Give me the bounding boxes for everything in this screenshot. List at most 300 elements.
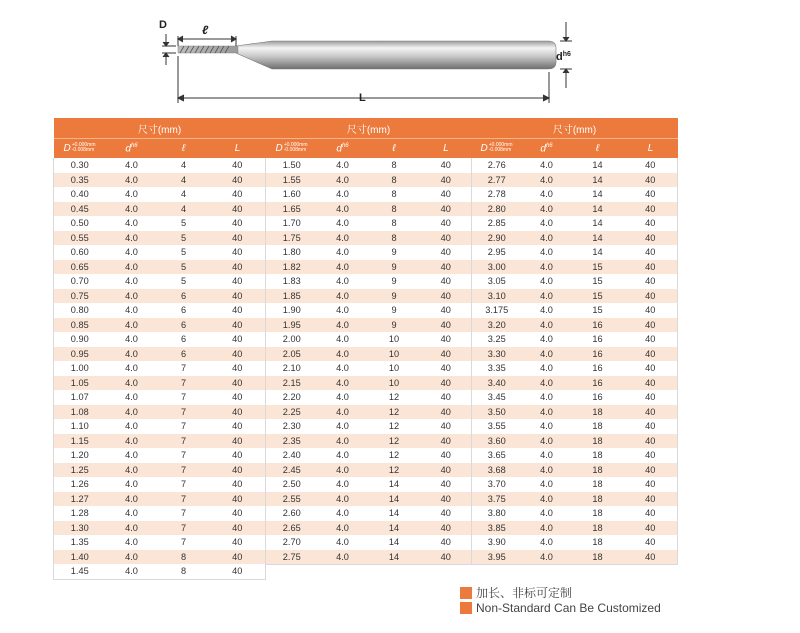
table-row bbox=[54, 564, 266, 579]
cell-l: 18 bbox=[572, 521, 624, 536]
cell-L: 40 bbox=[624, 231, 678, 246]
cell-l: 18 bbox=[572, 477, 624, 492]
table-row bbox=[472, 245, 678, 260]
cell-L: 40 bbox=[421, 448, 472, 463]
cell-L: 40 bbox=[421, 202, 472, 217]
cell-D: 3.90 bbox=[472, 535, 522, 550]
table-row bbox=[54, 506, 266, 521]
cell-L: 40 bbox=[210, 477, 266, 492]
table-row bbox=[54, 550, 266, 565]
table-row bbox=[266, 361, 472, 376]
cell-d: 4.0 bbox=[318, 289, 368, 304]
table-row bbox=[266, 477, 472, 492]
cell-d: 4.0 bbox=[318, 405, 368, 420]
cell-d: 4.0 bbox=[106, 405, 158, 420]
cell-L: 40 bbox=[210, 390, 266, 405]
cell-l: 7 bbox=[158, 448, 210, 463]
cell-L: 40 bbox=[624, 492, 678, 507]
cell-D: 2.30 bbox=[266, 419, 318, 434]
cell-L: 40 bbox=[624, 332, 678, 347]
cell-l: 4 bbox=[158, 202, 210, 217]
cell-d: 4.0 bbox=[318, 274, 368, 289]
cell-D: 0.85 bbox=[54, 318, 106, 333]
cell-d: 4.0 bbox=[106, 289, 158, 304]
cell-d: 4.0 bbox=[106, 376, 158, 391]
cell-l: 10 bbox=[368, 376, 421, 391]
cell-L: 40 bbox=[421, 390, 472, 405]
cell-l: 14 bbox=[368, 477, 421, 492]
cell-l: 14 bbox=[368, 492, 421, 507]
cell-L: 40 bbox=[624, 434, 678, 449]
cell-l: 14 bbox=[572, 202, 624, 217]
cell-l: 14 bbox=[368, 550, 421, 565]
cell-L: 40 bbox=[421, 318, 472, 333]
cell-l: 12 bbox=[368, 463, 421, 478]
table-row bbox=[472, 448, 678, 463]
cell-l: 9 bbox=[368, 274, 421, 289]
cell-d: 4.0 bbox=[106, 550, 158, 565]
table-row bbox=[266, 492, 472, 507]
cell-d: 4.0 bbox=[522, 506, 572, 521]
label-D: D bbox=[159, 19, 167, 31]
table-row bbox=[54, 187, 266, 202]
col-header-D: D+0.000mm -0.008mm bbox=[54, 139, 106, 159]
cell-L: 40 bbox=[210, 521, 266, 536]
cell-L: 40 bbox=[210, 492, 266, 507]
col-header-l: ℓ bbox=[368, 139, 421, 159]
cell-D: 1.83 bbox=[266, 274, 318, 289]
cell-l: 12 bbox=[368, 405, 421, 420]
cell-d: 4.0 bbox=[522, 361, 572, 376]
cell-L: 40 bbox=[210, 463, 266, 478]
table-row bbox=[266, 550, 472, 565]
cell-l: 5 bbox=[158, 245, 210, 260]
table-row bbox=[266, 376, 472, 391]
col-header-D: D+0.000mm -0.008mm bbox=[472, 139, 522, 159]
table-row bbox=[472, 361, 678, 376]
dimension-l bbox=[178, 36, 236, 46]
table-row bbox=[472, 506, 678, 521]
cell-D: 3.35 bbox=[472, 361, 522, 376]
table-row bbox=[54, 477, 266, 492]
table-row bbox=[266, 535, 472, 550]
cell-l: 9 bbox=[368, 260, 421, 275]
cell-L: 40 bbox=[421, 260, 472, 275]
cell-d: 4.0 bbox=[522, 390, 572, 405]
cell-l: 16 bbox=[572, 332, 624, 347]
cell-D: 2.70 bbox=[266, 535, 318, 550]
cell-d: 4.0 bbox=[522, 535, 572, 550]
cell-D: 3.175 bbox=[472, 303, 522, 318]
cell-l: 14 bbox=[572, 245, 624, 260]
table-row bbox=[472, 347, 678, 362]
cell-l: 4 bbox=[158, 158, 210, 173]
cell-d: 4.0 bbox=[106, 173, 158, 188]
cell-L: 40 bbox=[210, 550, 266, 565]
cell-L: 40 bbox=[210, 202, 266, 217]
cell-D: 3.80 bbox=[472, 506, 522, 521]
cell-d: 4.0 bbox=[522, 521, 572, 536]
cell-d: 4.0 bbox=[522, 332, 572, 347]
cell-l: 15 bbox=[572, 274, 624, 289]
cell-l: 8 bbox=[368, 187, 421, 202]
cell-d: 4.0 bbox=[522, 550, 572, 565]
cell-d: 4.0 bbox=[106, 260, 158, 275]
cell-D: 3.70 bbox=[472, 477, 522, 492]
cell-L: 40 bbox=[624, 376, 678, 391]
cell-l: 14 bbox=[572, 158, 624, 173]
cell-L: 40 bbox=[210, 361, 266, 376]
cell-D: 0.95 bbox=[54, 347, 106, 362]
cell-l: 9 bbox=[368, 245, 421, 260]
table-row bbox=[472, 376, 678, 391]
table-row bbox=[54, 521, 266, 536]
cell-l: 14 bbox=[368, 535, 421, 550]
cell-d: 4.0 bbox=[106, 564, 158, 579]
cell-L: 40 bbox=[624, 158, 678, 173]
cell-D: 3.25 bbox=[472, 332, 522, 347]
table-row bbox=[54, 158, 266, 173]
cell-d: 4.0 bbox=[106, 303, 158, 318]
cell-d: 4.0 bbox=[318, 260, 368, 275]
cell-l: 14 bbox=[368, 521, 421, 536]
table-row bbox=[54, 434, 266, 449]
table-row bbox=[266, 274, 472, 289]
cell-l: 18 bbox=[572, 535, 624, 550]
cell-D: 1.95 bbox=[266, 318, 318, 333]
cell-D: 0.80 bbox=[54, 303, 106, 318]
table-row bbox=[54, 216, 266, 231]
table-row bbox=[472, 477, 678, 492]
cell-D: 0.65 bbox=[54, 260, 106, 275]
table-row bbox=[472, 173, 678, 188]
cell-L: 40 bbox=[421, 477, 472, 492]
cell-D: 1.65 bbox=[266, 202, 318, 217]
cell-d: 4.0 bbox=[318, 332, 368, 347]
cell-D: 2.95 bbox=[472, 245, 522, 260]
cell-d: 4.0 bbox=[318, 245, 368, 260]
table-row bbox=[54, 245, 266, 260]
cell-l: 7 bbox=[158, 521, 210, 536]
cell-L: 40 bbox=[624, 535, 678, 550]
cell-L: 40 bbox=[210, 245, 266, 260]
cell-D: 2.76 bbox=[472, 158, 522, 173]
cell-d: 4.0 bbox=[318, 216, 368, 231]
table-row bbox=[266, 202, 472, 217]
table-row bbox=[54, 405, 266, 420]
cell-d: 4.0 bbox=[106, 274, 158, 289]
cell-d: 4.0 bbox=[522, 289, 572, 304]
cell-l: 7 bbox=[158, 535, 210, 550]
cell-L: 40 bbox=[624, 390, 678, 405]
cell-d: 4.0 bbox=[318, 492, 368, 507]
table-row bbox=[54, 376, 266, 391]
cell-L: 40 bbox=[210, 231, 266, 246]
cell-l: 8 bbox=[368, 173, 421, 188]
table-row bbox=[472, 303, 678, 318]
table-row bbox=[266, 216, 472, 231]
cell-d: 4.0 bbox=[522, 492, 572, 507]
cell-l: 4 bbox=[158, 173, 210, 188]
cell-D: 1.20 bbox=[54, 448, 106, 463]
cell-d: 4.0 bbox=[318, 506, 368, 521]
cell-d: 4.0 bbox=[106, 521, 158, 536]
cell-d: 4.0 bbox=[106, 231, 158, 246]
cell-l: 14 bbox=[572, 173, 624, 188]
cell-d: 4.0 bbox=[106, 535, 158, 550]
cell-D: 3.50 bbox=[472, 405, 522, 420]
cell-d: 4.0 bbox=[522, 260, 572, 275]
table-row bbox=[266, 260, 472, 275]
cell-d: 4.0 bbox=[106, 216, 158, 231]
cell-d: 4.0 bbox=[318, 318, 368, 333]
cell-D: 3.95 bbox=[472, 550, 522, 565]
table-row bbox=[54, 535, 266, 550]
table-row bbox=[266, 187, 472, 202]
cell-l: 18 bbox=[572, 550, 624, 565]
cell-l: 12 bbox=[368, 390, 421, 405]
cell-L: 40 bbox=[624, 202, 678, 217]
table-row bbox=[54, 231, 266, 246]
cell-l: 5 bbox=[158, 216, 210, 231]
cell-D: 3.10 bbox=[472, 289, 522, 304]
cell-L: 40 bbox=[624, 419, 678, 434]
col-header-d: $d^{h6}$ bbox=[522, 139, 572, 159]
cell-D: 1.26 bbox=[54, 477, 106, 492]
cell-l: 10 bbox=[368, 347, 421, 362]
cell-l: 9 bbox=[368, 303, 421, 318]
cell-D: 1.35 bbox=[54, 535, 106, 550]
cell-L: 40 bbox=[210, 434, 266, 449]
cell-d: 4.0 bbox=[106, 448, 158, 463]
cell-d: 4.0 bbox=[318, 434, 368, 449]
cell-D: 1.25 bbox=[54, 463, 106, 478]
cell-l: 14 bbox=[572, 216, 624, 231]
cell-L: 40 bbox=[210, 506, 266, 521]
cell-D: 1.55 bbox=[266, 173, 318, 188]
table-row bbox=[472, 492, 678, 507]
cell-L: 40 bbox=[624, 521, 678, 536]
cell-l: 8 bbox=[368, 202, 421, 217]
table-row bbox=[54, 463, 266, 478]
cell-d: 4.0 bbox=[522, 303, 572, 318]
note-customizable-zh bbox=[460, 584, 572, 601]
cell-l: 18 bbox=[572, 448, 624, 463]
cell-D: 2.80 bbox=[472, 202, 522, 217]
cell-d: 4.0 bbox=[318, 173, 368, 188]
cell-D: 1.45 bbox=[54, 564, 106, 579]
table-row bbox=[54, 303, 266, 318]
cell-D: 2.77 bbox=[472, 173, 522, 188]
note-customizable-en bbox=[460, 601, 661, 615]
cell-l: 18 bbox=[572, 492, 624, 507]
cell-D: 2.85 bbox=[472, 216, 522, 231]
cell-d: 4.0 bbox=[106, 419, 158, 434]
cell-L: 40 bbox=[210, 419, 266, 434]
cell-d: 4.0 bbox=[318, 419, 368, 434]
table-row bbox=[472, 216, 678, 231]
cell-L: 40 bbox=[210, 347, 266, 362]
cell-d: 4.0 bbox=[318, 347, 368, 362]
cell-d: 4.0 bbox=[106, 187, 158, 202]
cell-L: 40 bbox=[421, 521, 472, 536]
table-row bbox=[472, 202, 678, 217]
cell-l: 18 bbox=[572, 434, 624, 449]
table-row bbox=[54, 274, 266, 289]
cell-D: 3.85 bbox=[472, 521, 522, 536]
table-row bbox=[266, 303, 472, 318]
cell-D: 2.40 bbox=[266, 448, 318, 463]
table-row bbox=[472, 158, 678, 173]
cell-l: 16 bbox=[572, 390, 624, 405]
cell-D: 2.60 bbox=[266, 506, 318, 521]
cell-l: 15 bbox=[572, 260, 624, 275]
cell-D: 0.30 bbox=[54, 158, 106, 173]
cell-D: 2.25 bbox=[266, 405, 318, 420]
cell-D: 1.10 bbox=[54, 419, 106, 434]
cell-l: 18 bbox=[572, 419, 624, 434]
table-row bbox=[472, 521, 678, 536]
cell-D: 0.45 bbox=[54, 202, 106, 217]
cell-l: 4 bbox=[158, 187, 210, 202]
cell-L: 40 bbox=[624, 448, 678, 463]
cell-d: 4.0 bbox=[106, 390, 158, 405]
cell-D: 3.60 bbox=[472, 434, 522, 449]
cell-l: 18 bbox=[572, 405, 624, 420]
cell-D: 2.35 bbox=[266, 434, 318, 449]
cell-l: 6 bbox=[158, 303, 210, 318]
cell-d: 4.0 bbox=[522, 245, 572, 260]
cell-L: 40 bbox=[421, 419, 472, 434]
cell-d: 4.0 bbox=[522, 477, 572, 492]
cell-d: 4.0 bbox=[522, 231, 572, 246]
cell-L: 40 bbox=[624, 550, 678, 565]
cell-D: 0.35 bbox=[54, 173, 106, 188]
cell-d: 4.0 bbox=[318, 463, 368, 478]
cell-d: 4.0 bbox=[318, 448, 368, 463]
cell-D: 0.50 bbox=[54, 216, 106, 231]
cell-D: 1.07 bbox=[54, 390, 106, 405]
cell-L: 40 bbox=[624, 260, 678, 275]
cell-d: 4.0 bbox=[522, 318, 572, 333]
cell-L: 40 bbox=[421, 274, 472, 289]
cell-d: 4.0 bbox=[318, 187, 368, 202]
cell-d: 4.0 bbox=[106, 477, 158, 492]
cell-l: 7 bbox=[158, 405, 210, 420]
cell-l: 16 bbox=[572, 376, 624, 391]
cell-l: 16 bbox=[572, 361, 624, 376]
cell-l: 10 bbox=[368, 361, 421, 376]
cell-d: 4.0 bbox=[522, 376, 572, 391]
cell-l: 9 bbox=[368, 318, 421, 333]
col-header-l: ℓ bbox=[572, 139, 624, 159]
cell-L: 40 bbox=[421, 245, 472, 260]
cell-d: 4.0 bbox=[318, 550, 368, 565]
label-d: $d^{h6}$ bbox=[556, 51, 571, 63]
cell-D: 2.45 bbox=[266, 463, 318, 478]
cell-l: 12 bbox=[368, 419, 421, 434]
cell-d: 4.0 bbox=[318, 477, 368, 492]
cell-D: 3.68 bbox=[472, 463, 522, 478]
cell-L: 40 bbox=[624, 405, 678, 420]
cell-l: 14 bbox=[368, 506, 421, 521]
table-row bbox=[266, 332, 472, 347]
cell-L: 40 bbox=[210, 376, 266, 391]
col-header-L: L bbox=[421, 139, 472, 159]
cell-D: 1.08 bbox=[54, 405, 106, 420]
cell-d: 4.0 bbox=[522, 347, 572, 362]
cell-L: 40 bbox=[210, 564, 266, 579]
cell-d: 4.0 bbox=[522, 448, 572, 463]
cell-D: 3.05 bbox=[472, 274, 522, 289]
cell-D: 1.05 bbox=[54, 376, 106, 391]
cell-D: 0.55 bbox=[54, 231, 106, 246]
table-row bbox=[266, 158, 472, 173]
cell-d: 4.0 bbox=[318, 158, 368, 173]
cell-d: 4.0 bbox=[318, 303, 368, 318]
size-table-1 bbox=[53, 118, 266, 580]
cell-L: 40 bbox=[210, 332, 266, 347]
cell-d: 4.0 bbox=[106, 332, 158, 347]
cell-L: 40 bbox=[421, 289, 472, 304]
cell-l: 7 bbox=[158, 390, 210, 405]
col-header-d: $d^{h6}$ bbox=[106, 139, 158, 159]
cell-d: 4.0 bbox=[522, 463, 572, 478]
cell-l: 6 bbox=[158, 332, 210, 347]
col-header-L: L bbox=[624, 139, 678, 159]
cell-D: 2.65 bbox=[266, 521, 318, 536]
table-row bbox=[472, 231, 678, 246]
cell-l: 7 bbox=[158, 506, 210, 521]
cell-d: 4.0 bbox=[318, 535, 368, 550]
cell-D: 0.90 bbox=[54, 332, 106, 347]
size-table-2 bbox=[265, 118, 472, 565]
table-row bbox=[54, 492, 266, 507]
cell-L: 40 bbox=[421, 506, 472, 521]
cell-L: 40 bbox=[210, 535, 266, 550]
cell-d: 4.0 bbox=[106, 202, 158, 217]
note-text: Non-Standard Can Be Customized bbox=[476, 601, 661, 615]
table-row bbox=[266, 173, 472, 188]
cell-l: 7 bbox=[158, 492, 210, 507]
cell-L: 40 bbox=[210, 303, 266, 318]
cell-L: 40 bbox=[624, 347, 678, 362]
cell-l: 6 bbox=[158, 347, 210, 362]
table-row bbox=[54, 332, 266, 347]
cell-D: 0.40 bbox=[54, 187, 106, 202]
cell-D: 2.00 bbox=[266, 332, 318, 347]
table-row bbox=[266, 448, 472, 463]
cell-D: 1.30 bbox=[54, 521, 106, 536]
cell-d: 4.0 bbox=[318, 521, 368, 536]
cell-l: 18 bbox=[572, 506, 624, 521]
cell-l: 8 bbox=[158, 564, 210, 579]
cell-L: 40 bbox=[421, 405, 472, 420]
table-row bbox=[472, 260, 678, 275]
table-group-header: 尺寸(mm) bbox=[266, 119, 472, 139]
table-row bbox=[472, 318, 678, 333]
table-row bbox=[266, 231, 472, 246]
size-table-3 bbox=[471, 118, 678, 565]
cell-D: 1.80 bbox=[266, 245, 318, 260]
cell-D: 1.85 bbox=[266, 289, 318, 304]
cell-L: 40 bbox=[624, 289, 678, 304]
table-row bbox=[54, 289, 266, 304]
cell-L: 40 bbox=[210, 260, 266, 275]
cell-d: 4.0 bbox=[106, 318, 158, 333]
note-text: 加长、非标可定制 bbox=[476, 586, 573, 600]
table-row bbox=[472, 274, 678, 289]
